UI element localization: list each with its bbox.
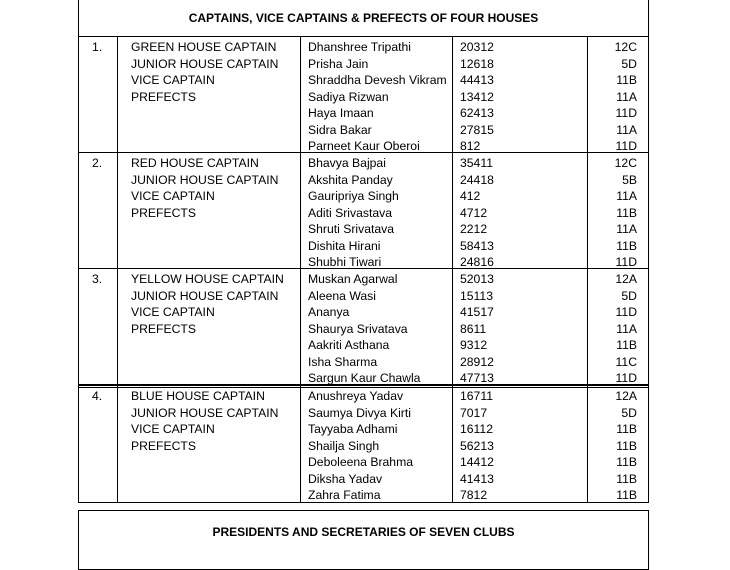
house-roles: RED HOUSE CAPTAIN JUNIOR HOUSE CAPTAIN VICE CAPTAIN PREFECTS	[131, 156, 279, 220]
house-row-yellow	[79, 269, 648, 385]
house-names: Bhavya Bajpai Akshita Panday Gauripriya Singh Aditi Srivastava Shruti Srivatava Dishita Hirani Shubhi Tiwari	[308, 156, 399, 269]
house-number: 1.	[92, 40, 103, 54]
house-classes: 12A 5D 11D 11A 11B 11C 11D	[615, 272, 637, 385]
clubs-table-title: PRESIDENTS AND SECRETARIES OF SEVEN CLUBS	[212, 525, 515, 539]
houses-table-title: CAPTAINS, VICE CAPTAINS & PREFECTS OF FOUR HOUSES	[79, 0, 648, 37]
house-roles: YELLOW HOUSE CAPTAIN JUNIOR HOUSE CAPTAIN VICE CAPTAIN PREFECTS	[131, 272, 284, 336]
house-ids: 16711 7017 16112 56213 14412 41413 7812	[460, 389, 494, 502]
house-number: 4.	[92, 389, 103, 403]
house-roles: GREEN HOUSE CAPTAIN JUNIOR HOUSE CAPTAIN VICE CAPTAIN PREFECTS	[131, 40, 279, 104]
house-number: 3.	[92, 272, 103, 286]
house-classes: 12C 5B 11A 11B 11A 11B 11D	[614, 156, 637, 269]
house-row-red	[79, 153, 648, 269]
column-divider	[452, 386, 453, 502]
house-classes: 12A 5D 11B 11B 11B 11B 11B	[615, 389, 637, 502]
house-names: Anushreya Yadav Saumya Divya Kirti Tayyaba Adhami Shailja Singh Deboleena Brahma Diksha Yadav Zahra Fatima	[308, 389, 414, 502]
house-classes: 12C 5D 11B 11A 11D 11A 11D	[614, 40, 637, 153]
house-roles: BLUE HOUSE CAPTAIN JUNIOR HOUSE CAPTAIN VICE CAPTAIN PREFECTS	[131, 389, 279, 453]
house-names: Dhanshree Tripathi Prisha Jain Shraddha Devesh Vikram Sadiya Rizwan Haya Imaan Sidra Bakar Parneet Kaur Oberoi	[308, 40, 447, 153]
house-names: Muskan Agarwal Aleena Wasi Ananya Shaurya Srivatava Aakriti Asthana Isha Sharma Sargun Kaur Chawla	[308, 272, 421, 385]
houses-table	[78, 0, 649, 388]
column-divider	[300, 386, 301, 502]
house-ids: 35411 24418 412 4712 2212 58413 24816	[460, 156, 494, 269]
house-ids: 52013 15113 41517 8611 9312 28912 47713	[460, 272, 494, 385]
column-divider	[117, 386, 118, 502]
house-number: 2.	[92, 156, 103, 170]
clubs-table	[78, 510, 649, 570]
house-ids: 20312 12618 44413 13412 62413 27815 812	[460, 40, 494, 153]
house-row-green	[79, 37, 648, 153]
houses-table-continued	[78, 385, 649, 503]
